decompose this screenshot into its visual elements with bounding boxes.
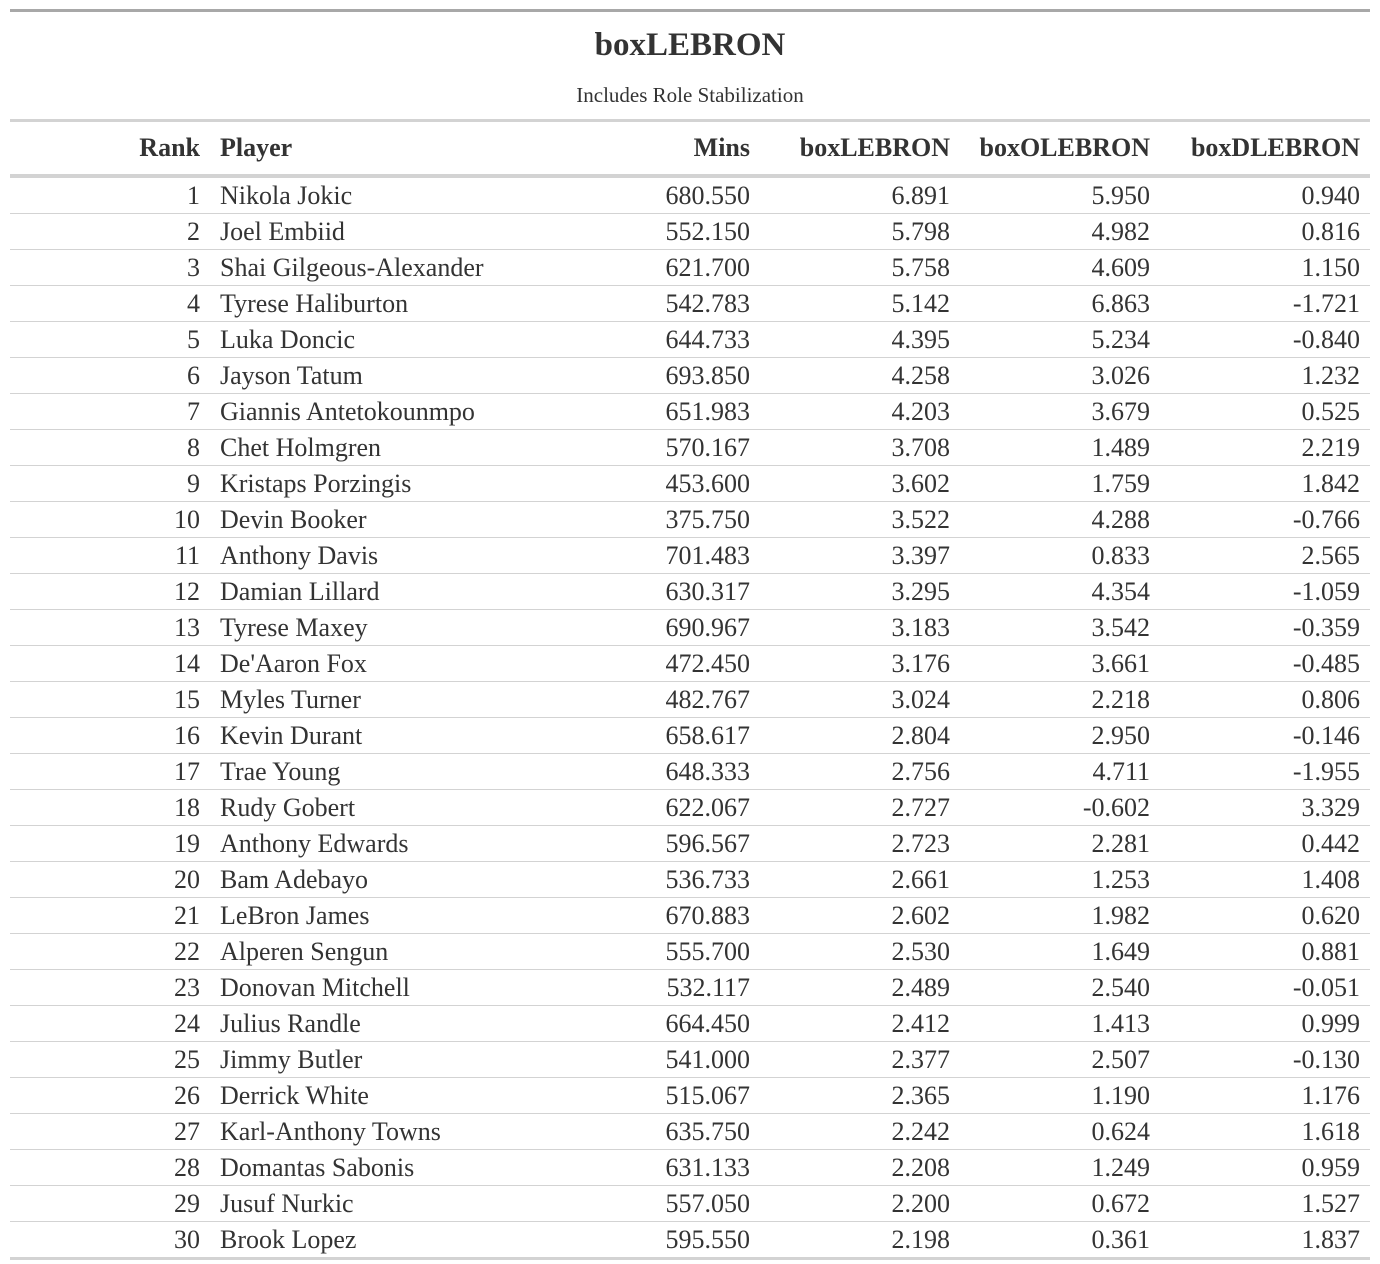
table-row xyxy=(10,790,1370,826)
rank-cell: 13 xyxy=(10,610,210,646)
table-row xyxy=(10,826,1370,862)
boxlebron-cell: 3.183 xyxy=(760,610,960,646)
player-cell: Jayson Tatum xyxy=(210,358,560,394)
mins-cell: 557.050 xyxy=(560,1186,760,1222)
player-cell: Bam Adebayo xyxy=(210,862,560,898)
table-row xyxy=(10,934,1370,970)
mins-cell: 472.450 xyxy=(560,646,760,682)
boxdlebron-cell: -1.059 xyxy=(1160,574,1370,610)
table-row xyxy=(10,430,1370,466)
player-cell: Giannis Antetokounmpo xyxy=(210,394,560,430)
boxlebron-cell: 2.365 xyxy=(760,1078,960,1114)
player-cell: Jusuf Nurkic xyxy=(210,1186,560,1222)
table-row xyxy=(10,574,1370,610)
mins-cell: 680.550 xyxy=(665,180,750,210)
rank-cell: 8 xyxy=(10,430,210,466)
boxolebron-cell: 3.026 xyxy=(960,358,1160,394)
boxdlebron-cell: -0.359 xyxy=(1160,610,1370,646)
mins-cell: 532.117 xyxy=(560,970,760,1006)
boxdlebron-cell: 1.176 xyxy=(1160,1078,1370,1114)
boxlebron-cell: 4.203 xyxy=(760,394,960,430)
boxlebron-cell: 5.798 xyxy=(760,214,960,250)
boxdlebron-cell: -0.766 xyxy=(1160,502,1370,538)
table-row xyxy=(10,502,1370,538)
mins-cell: 630.317 xyxy=(560,574,760,610)
rank-cell: 18 xyxy=(10,790,210,826)
boxlebron-cell: 2.377 xyxy=(760,1042,960,1078)
player-cell: Tyrese Maxey xyxy=(210,610,560,646)
boxdlebron-cell: 0.525 xyxy=(1160,394,1370,430)
boxlebron-cell: 2.723 xyxy=(760,826,960,862)
table-row xyxy=(10,286,1370,322)
table-row xyxy=(10,898,1370,934)
rank-cell: 5 xyxy=(10,322,210,358)
boxdlebron-cell: -0.146 xyxy=(1160,718,1370,754)
rank-cell: 19 xyxy=(10,826,210,862)
boxlebron-cell: 2.489 xyxy=(760,970,960,1006)
rank-cell: 2 xyxy=(10,214,210,250)
column-header-rank: Rank xyxy=(10,122,210,176)
player-cell: Nikola Jokic xyxy=(220,180,353,210)
table-title: boxLEBRON xyxy=(594,27,786,63)
header-row xyxy=(10,122,1370,176)
table-row xyxy=(10,214,1370,250)
mins-cell: 595.550 xyxy=(560,1222,760,1259)
boxdlebron-cell: 0.620 xyxy=(1160,898,1370,934)
boxdlebron-cell: 0.959 xyxy=(1160,1150,1370,1186)
mins-cell: 664.450 xyxy=(560,1006,760,1042)
rank-cell: 10 xyxy=(10,502,210,538)
boxlebron-cell: 2.727 xyxy=(760,790,960,826)
rank-cell: 7 xyxy=(10,394,210,430)
player-cell: Joel Embiid xyxy=(210,214,560,250)
boxlebron-cell: 4.258 xyxy=(760,358,960,394)
mins-cell: 690.967 xyxy=(560,610,760,646)
player-cell: LeBron James xyxy=(210,898,560,934)
player-cell: Derrick White xyxy=(210,1078,560,1114)
table-row xyxy=(10,250,1370,286)
boxolebron-cell: 5.950 xyxy=(1091,180,1150,210)
table-row xyxy=(10,1078,1370,1114)
boxolebron-cell: 0.833 xyxy=(960,538,1160,574)
table-row xyxy=(10,754,1370,790)
boxolebron-cell: 6.863 xyxy=(960,286,1160,322)
column-header-player: Player xyxy=(210,122,560,176)
boxolebron-cell: 1.190 xyxy=(960,1078,1160,1114)
boxlebron-cell: 2.208 xyxy=(760,1150,960,1186)
boxolebron-cell: 0.624 xyxy=(960,1114,1160,1150)
boxdlebron-cell: -1.955 xyxy=(1160,754,1370,790)
rank-cell: 28 xyxy=(10,1150,210,1186)
table-container xyxy=(10,9,1370,1260)
boxolebron-cell: 2.218 xyxy=(960,682,1160,718)
boxdlebron-cell: -1.721 xyxy=(1160,286,1370,322)
boxdlebron-cell: 3.329 xyxy=(1160,790,1370,826)
boxolebron-cell: 0.361 xyxy=(960,1222,1160,1259)
table-row xyxy=(10,682,1370,718)
boxlebron-cell: 3.397 xyxy=(760,538,960,574)
player-cell: Shai Gilgeous-Alexander xyxy=(210,250,560,286)
player-cell: Devin Booker xyxy=(210,502,560,538)
boxlebron-cell: 2.804 xyxy=(760,718,960,754)
table-row xyxy=(10,1150,1370,1186)
boxlebron-cell: 2.242 xyxy=(760,1114,960,1150)
table-row xyxy=(10,466,1370,502)
boxolebron-cell: 1.249 xyxy=(960,1150,1160,1186)
boxdlebron-cell: 2.219 xyxy=(1160,430,1370,466)
boxlebron-cell: 4.395 xyxy=(760,322,960,358)
rank-cell: 27 xyxy=(10,1114,210,1150)
boxolebron-cell: 1.982 xyxy=(960,898,1160,934)
boxlebron-cell: 5.142 xyxy=(760,286,960,322)
column-header-boxlebron: boxLEBRON xyxy=(760,122,960,176)
player-cell: Jimmy Butler xyxy=(210,1042,560,1078)
rank-cell: 11 xyxy=(10,538,210,574)
boxolebron-cell: 3.542 xyxy=(960,610,1160,646)
boxdlebron-cell: 0.442 xyxy=(1160,826,1370,862)
player-cell: Tyrese Haliburton xyxy=(210,286,560,322)
player-cell: Damian Lillard xyxy=(210,574,560,610)
player-cell: Alperen Sengun xyxy=(210,934,560,970)
table-row xyxy=(10,1222,1370,1259)
boxolebron-cell: 4.354 xyxy=(960,574,1160,610)
rank-cell: 22 xyxy=(10,934,210,970)
table-row xyxy=(10,358,1370,394)
boxdlebron-cell: -0.840 xyxy=(1160,322,1370,358)
column-header-boxolebron: boxOLEBRON xyxy=(960,122,1160,176)
boxolebron-cell: 1.413 xyxy=(960,1006,1160,1042)
rank-cell: 25 xyxy=(10,1042,210,1078)
boxdlebron-cell: 2.565 xyxy=(1160,538,1370,574)
boxlebron-cell: 3.295 xyxy=(760,574,960,610)
rank-cell: 4 xyxy=(10,286,210,322)
boxolebron-cell: 1.759 xyxy=(960,466,1160,502)
table-row xyxy=(10,1042,1370,1078)
boxdlebron-cell: 0.999 xyxy=(1160,1006,1370,1042)
player-cell: Rudy Gobert xyxy=(210,790,560,826)
boxdlebron-cell: 0.806 xyxy=(1160,682,1370,718)
boxdlebron-cell: 1.150 xyxy=(1160,250,1370,286)
table-row xyxy=(10,176,1370,214)
rank-cell: 6 xyxy=(10,358,210,394)
rank-cell: 24 xyxy=(10,1006,210,1042)
mins-cell: 596.567 xyxy=(560,826,760,862)
rank-cell: 17 xyxy=(10,754,210,790)
mins-cell: 536.733 xyxy=(560,862,760,898)
player-cell: Julius Randle xyxy=(210,1006,560,1042)
boxdlebron-cell: 0.881 xyxy=(1160,934,1370,970)
mins-cell: 658.617 xyxy=(560,718,760,754)
player-cell: Luka Doncic xyxy=(210,322,560,358)
boxolebron-cell: 4.982 xyxy=(960,214,1160,250)
player-cell: Kevin Durant xyxy=(210,718,560,754)
boxolebron-cell: -0.602 xyxy=(960,790,1160,826)
table-row xyxy=(10,322,1370,358)
boxdlebron-cell: 1.527 xyxy=(1160,1186,1370,1222)
player-cell: Trae Young xyxy=(210,754,560,790)
rank-cell: 12 xyxy=(10,574,210,610)
rank-cell: 1 xyxy=(187,180,200,210)
table-row xyxy=(10,970,1370,1006)
boxlebron-cell: 2.412 xyxy=(760,1006,960,1042)
boxolebron-cell: 3.679 xyxy=(960,394,1160,430)
rank-cell: 26 xyxy=(10,1078,210,1114)
rank-cell: 3 xyxy=(10,250,210,286)
boxolebron-cell: 0.672 xyxy=(960,1186,1160,1222)
boxdlebron-cell: -0.485 xyxy=(1160,646,1370,682)
mins-cell: 693.850 xyxy=(560,358,760,394)
boxlebron-cell: 3.176 xyxy=(760,646,960,682)
mins-cell: 515.067 xyxy=(560,1078,760,1114)
rank-cell: 30 xyxy=(10,1222,210,1259)
boxdlebron-cell: 1.232 xyxy=(1160,358,1370,394)
mins-cell: 631.133 xyxy=(560,1150,760,1186)
boxdlebron-cell: 0.816 xyxy=(1160,214,1370,250)
boxolebron-cell: 2.281 xyxy=(960,826,1160,862)
rank-cell: 21 xyxy=(10,898,210,934)
boxolebron-cell: 4.609 xyxy=(960,250,1160,286)
mins-cell: 670.883 xyxy=(560,898,760,934)
boxlebron-cell: 3.024 xyxy=(760,682,960,718)
mins-cell: 635.750 xyxy=(560,1114,760,1150)
boxdlebron-cell: -0.051 xyxy=(1160,970,1370,1006)
mins-cell: 555.700 xyxy=(560,934,760,970)
player-cell: Karl-Anthony Towns xyxy=(210,1114,560,1150)
rank-cell: 15 xyxy=(10,682,210,718)
mins-cell: 552.150 xyxy=(560,214,760,250)
mins-cell: 701.483 xyxy=(560,538,760,574)
boxdlebron-cell: 0.940 xyxy=(1301,180,1360,210)
player-cell: Brook Lopez xyxy=(210,1222,560,1259)
table-body xyxy=(10,176,1370,1259)
column-header-mins: Mins xyxy=(560,122,760,176)
table-row xyxy=(10,394,1370,430)
table-row xyxy=(10,1114,1370,1150)
mins-cell: 621.700 xyxy=(560,250,760,286)
boxlebron-cell: 2.756 xyxy=(760,754,960,790)
boxdlebron-cell: 1.837 xyxy=(1160,1222,1370,1259)
boxlebron-cell: 2.198 xyxy=(760,1222,960,1259)
boxolebron-cell: 4.711 xyxy=(960,754,1160,790)
player-cell: Donovan Mitchell xyxy=(210,970,560,1006)
boxlebron-cell: 5.758 xyxy=(760,250,960,286)
boxolebron-cell: 2.950 xyxy=(960,718,1160,754)
boxdlebron-cell: 1.618 xyxy=(1160,1114,1370,1150)
boxdlebron-cell: 1.842 xyxy=(1160,466,1370,502)
boxlebron-cell: 2.530 xyxy=(760,934,960,970)
boxdlebron-cell: -0.130 xyxy=(1160,1042,1370,1078)
mins-cell: 453.600 xyxy=(560,466,760,502)
table-row xyxy=(10,646,1370,682)
mins-cell: 542.783 xyxy=(560,286,760,322)
table-row xyxy=(10,538,1370,574)
player-cell: De'Aaron Fox xyxy=(210,646,560,682)
table-row xyxy=(10,610,1370,646)
mins-cell: 644.733 xyxy=(560,322,760,358)
boxolebron-cell: 2.507 xyxy=(960,1042,1160,1078)
player-cell: Kristaps Porzingis xyxy=(210,466,560,502)
boxdlebron-cell: 1.408 xyxy=(1160,862,1370,898)
boxlebron-cell: 2.661 xyxy=(760,862,960,898)
boxolebron-cell: 1.489 xyxy=(960,430,1160,466)
boxlebron-cell: 3.602 xyxy=(760,466,960,502)
column-header-boxdlebron: boxDLEBRON xyxy=(1160,122,1370,176)
boxolebron-cell: 4.288 xyxy=(960,502,1160,538)
rank-cell: 14 xyxy=(10,646,210,682)
mins-cell: 375.750 xyxy=(560,502,760,538)
stats-table xyxy=(10,122,1370,1260)
rank-cell: 23 xyxy=(10,970,210,1006)
table-row xyxy=(10,718,1370,754)
boxlebron-cell: 6.891 xyxy=(891,180,950,210)
table-subtitle: Includes Role Stabilization xyxy=(576,83,804,107)
table-row xyxy=(10,1006,1370,1042)
boxolebron-cell: 2.540 xyxy=(960,970,1160,1006)
player-cell: Chet Holmgren xyxy=(210,430,560,466)
player-cell: Myles Turner xyxy=(210,682,560,718)
player-cell: Anthony Davis xyxy=(210,538,560,574)
rank-cell: 20 xyxy=(10,862,210,898)
boxolebron-cell: 5.234 xyxy=(960,322,1160,358)
boxlebron-cell: 3.708 xyxy=(760,430,960,466)
boxlebron-cell: 3.522 xyxy=(760,502,960,538)
table-row xyxy=(10,1186,1370,1222)
player-cell: Anthony Edwards xyxy=(210,826,560,862)
mins-cell: 648.333 xyxy=(560,754,760,790)
table-row xyxy=(10,862,1370,898)
boxolebron-cell: 3.661 xyxy=(960,646,1160,682)
rank-cell: 16 xyxy=(10,718,210,754)
mins-cell: 651.983 xyxy=(560,394,760,430)
rank-cell: 29 xyxy=(10,1186,210,1222)
mins-cell: 570.167 xyxy=(560,430,760,466)
rank-cell: 9 xyxy=(10,466,210,502)
boxolebron-cell: 1.253 xyxy=(960,862,1160,898)
boxlebron-cell: 2.200 xyxy=(760,1186,960,1222)
mins-cell: 622.067 xyxy=(560,790,760,826)
mins-cell: 541.000 xyxy=(560,1042,760,1078)
mins-cell: 482.767 xyxy=(560,682,760,718)
boxlebron-cell: 2.602 xyxy=(760,898,960,934)
player-cell: Domantas Sabonis xyxy=(210,1150,560,1186)
boxolebron-cell: 1.649 xyxy=(960,934,1160,970)
top-rule xyxy=(10,9,1370,12)
